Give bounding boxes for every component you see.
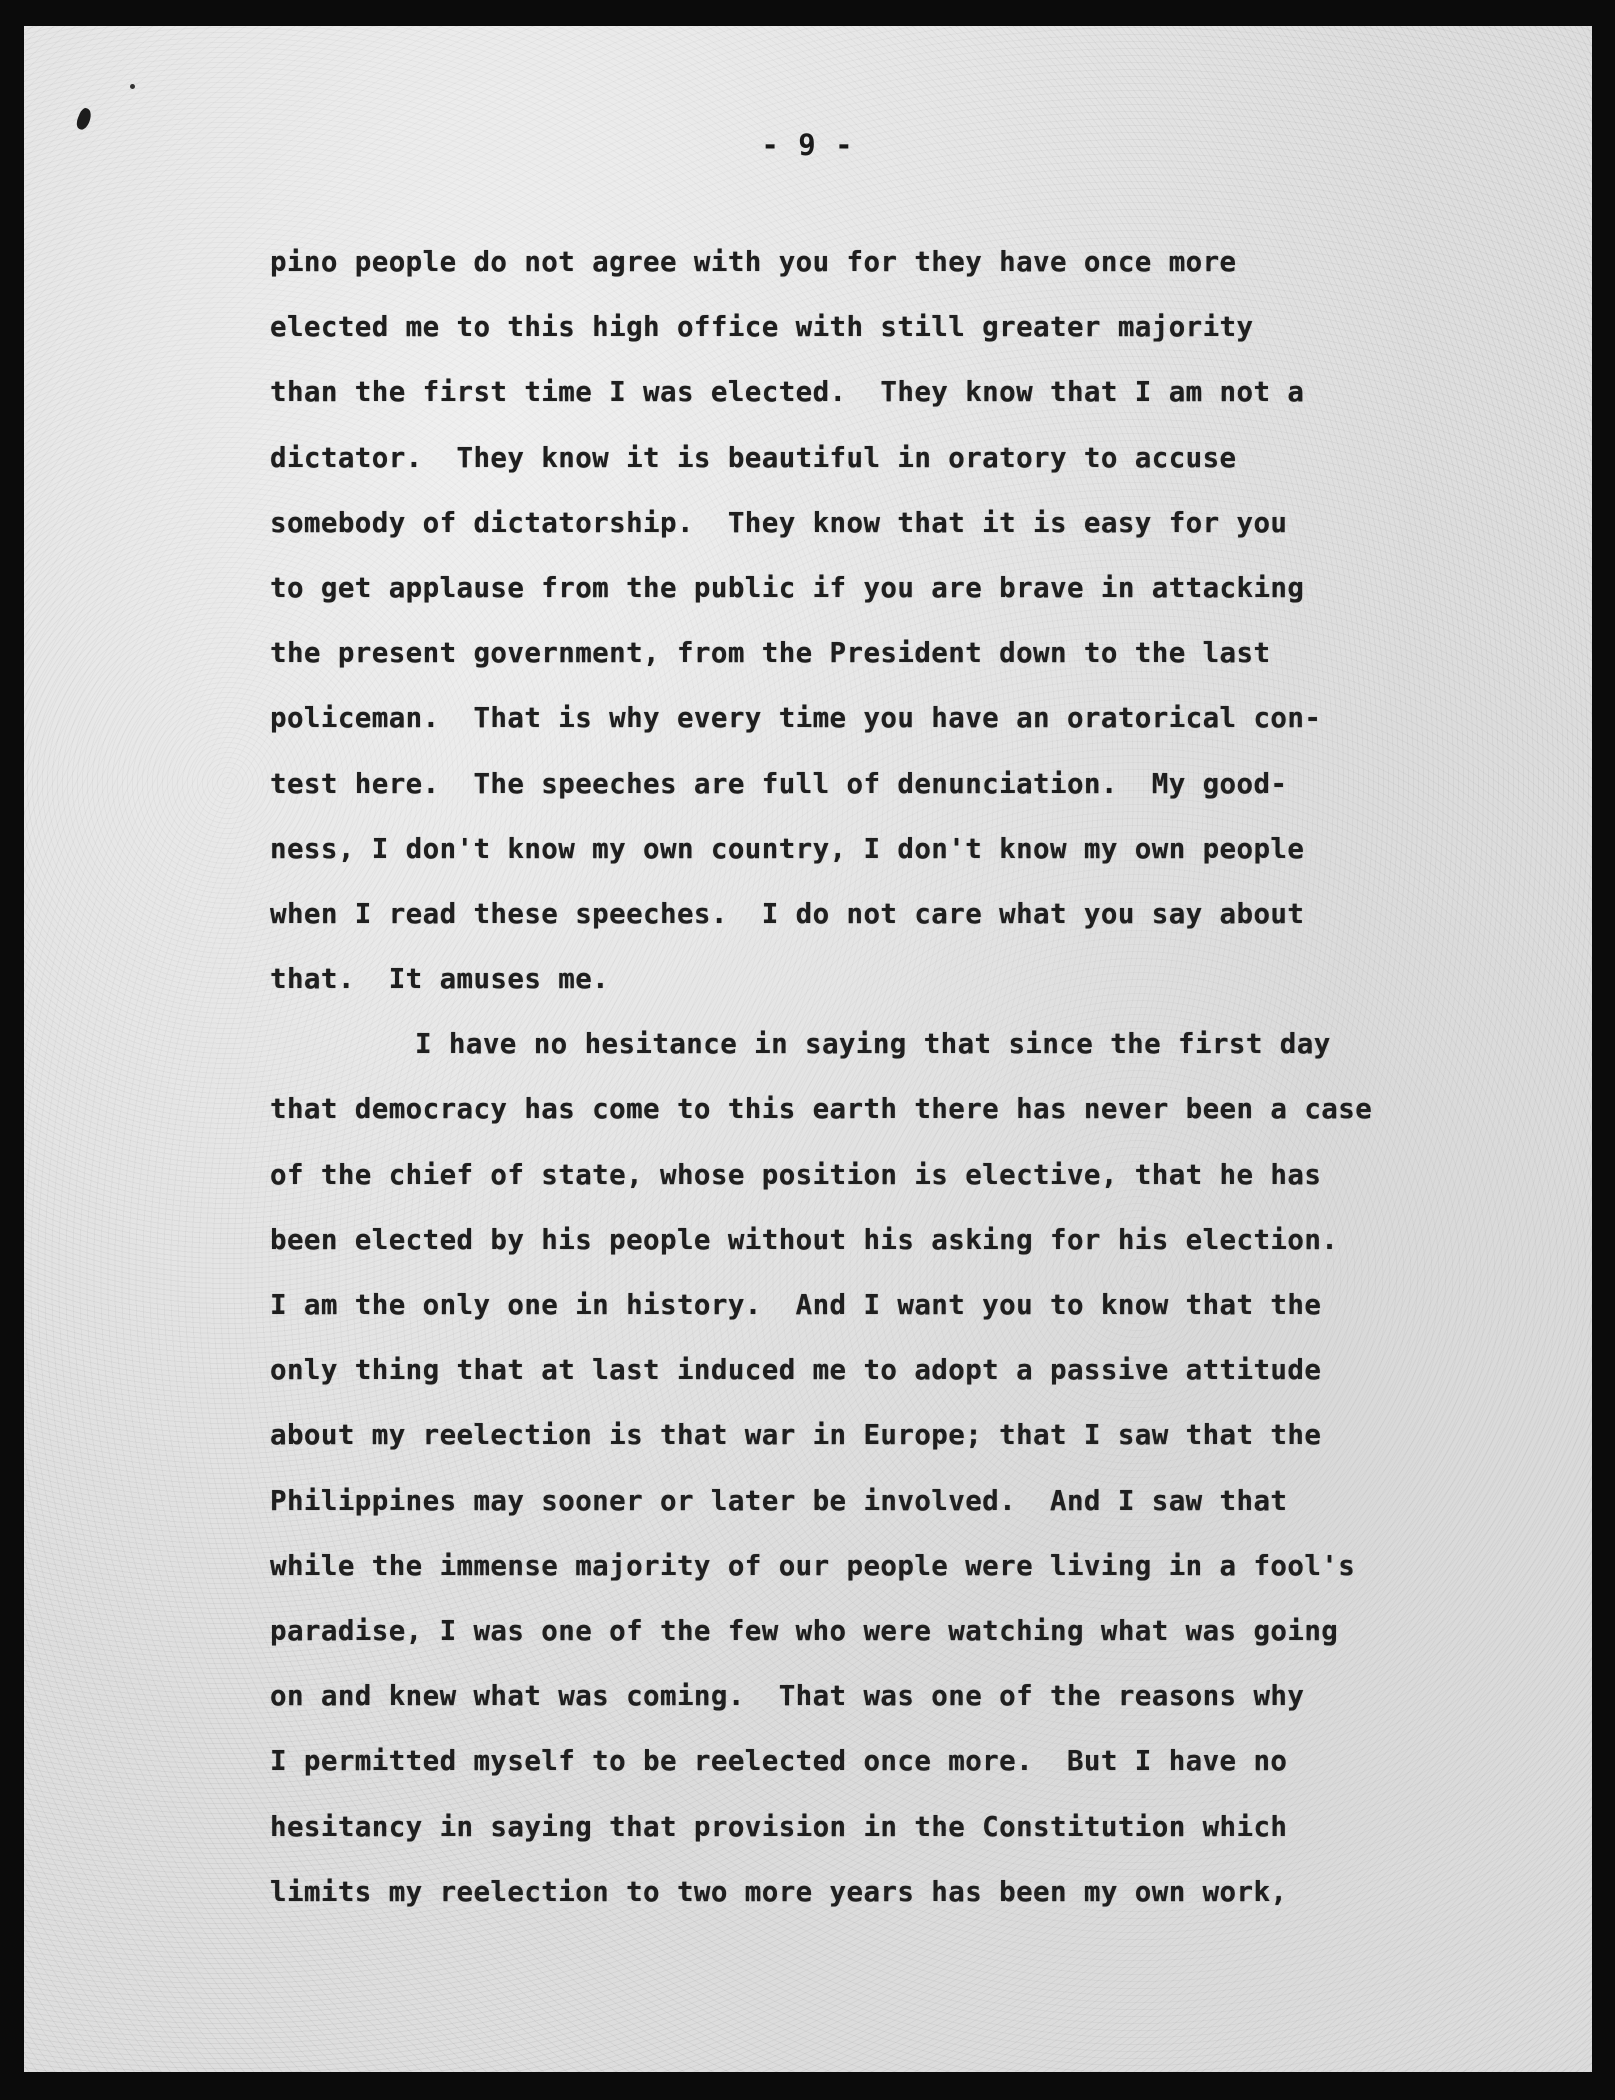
text-line: than the first time I was elected. They know that I am not a [270,376,1305,409]
text-line: about my reelection is that war in Europe; that I saw that the [270,1419,1322,1452]
text-line: test here. The speeches are full of denunciation. My good- [270,767,1288,800]
text-line: that democracy has come to this earth there has never been a case [270,1093,1373,1126]
text-line: to get applause from the public if you are brave in attacking [270,571,1305,604]
text-line: been elected by his people without his asking for his election. [270,1223,1339,1256]
text-line: the present government, from the President down to the last [270,637,1271,670]
text-line: somebody of dictatorship. They know that it is easy for you [270,506,1288,539]
text-line: of the chief of state, whose position is elective, that he has [270,1158,1322,1191]
text-line: while the immense majority of our people were living in a fool's [270,1549,1356,1582]
text-line: pino people do not agree with you for they have once more [270,246,1237,278]
text-line-indented: I have no hesitance in saying that since the first day [415,1028,1331,1061]
text-line: I am the only one in history. And I want you to know that the [270,1289,1322,1321]
text-line: I permitted myself to be reelected once more. But I have no [270,1745,1288,1778]
ink-speck [130,84,135,89]
text-line: elected me to this high office with still greater majority [270,311,1254,344]
text-line: limits my reelection to two more years has been my own work, [270,1875,1288,1908]
text-line: policeman. That is why every time you have an oratorical con- [270,702,1322,735]
text-line: paradise, I was one of the few who were watching what was going [270,1614,1339,1647]
text-line: on and knew what was coming. That was one of the reasons why [270,1680,1305,1713]
text-line: ness, I don't know my own country, I don't know my own people [270,832,1305,865]
text-line: when I read these speeches. I do not care what you say about [270,897,1305,930]
text-line: that. It amuses me. [270,963,610,996]
text-line: only thing that at last induced me to adopt a passive attitude [270,1354,1322,1387]
body-text [270,230,1510,1925]
text-line: Philippines may sooner or later be involved. And I saw that [270,1484,1288,1517]
page-number: - 9 - [761,128,854,162]
text-line: hesitancy in saying that provision in the Constitution which [270,1810,1288,1843]
text-line: dictator. They know it is beautiful in oratory to accuse [270,441,1237,474]
